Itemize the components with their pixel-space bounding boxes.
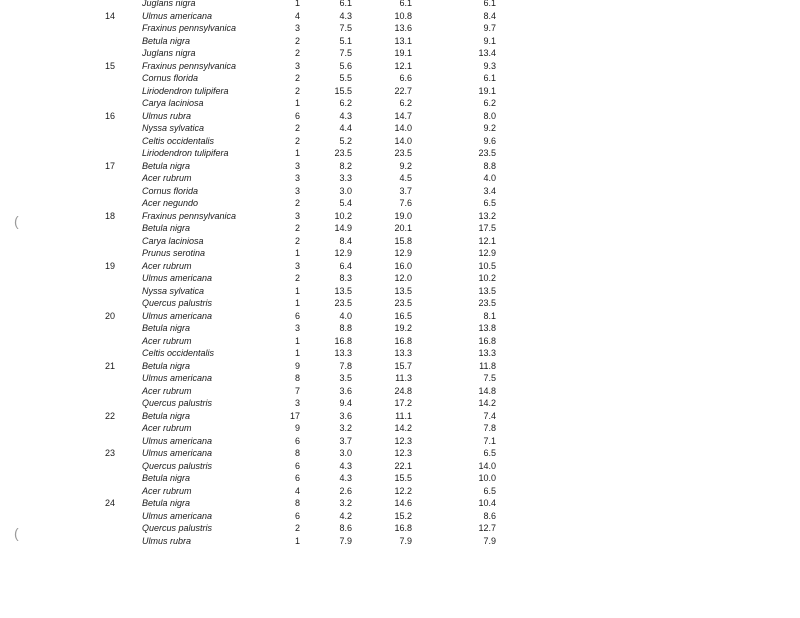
table-row bbox=[0, 210, 800, 223]
species-name: Betula nigra bbox=[142, 323, 191, 333]
dbh-min: 4.4 bbox=[339, 123, 352, 133]
scan-artifact-upper: ( bbox=[14, 213, 19, 229]
dbh-mean: 8.1 bbox=[483, 310, 496, 321]
dbh-min: 3.6 bbox=[339, 385, 352, 396]
dbh-max: 12.9 bbox=[394, 248, 412, 258]
dbh-max: 23.5 bbox=[394, 298, 412, 308]
dbh-max: 23.5 bbox=[394, 148, 412, 158]
species-name: Ulmus americana bbox=[142, 510, 213, 521]
species-name: Prunus serotina bbox=[142, 248, 206, 258]
dbh-min: 4.3 bbox=[339, 473, 352, 483]
dbh-mean: 6.5 bbox=[483, 198, 496, 208]
dbh-max: 19.0 bbox=[394, 210, 412, 221]
dbh-mean: 7.1 bbox=[483, 435, 496, 446]
tree-count: 9 bbox=[294, 423, 300, 433]
table-row bbox=[0, 347, 800, 360]
species-name: Betula nigra bbox=[142, 223, 191, 233]
dbh-min: 3.6 bbox=[339, 410, 352, 421]
dbh-max: 9.2 bbox=[399, 160, 412, 171]
tree-count: 7 bbox=[294, 385, 300, 396]
table-row bbox=[0, 360, 800, 373]
dbh-min: 23.5 bbox=[334, 148, 352, 158]
dbh-mean: 12.1 bbox=[478, 235, 496, 246]
tree-count: 9 bbox=[294, 360, 300, 371]
plot-number: 24 bbox=[104, 498, 115, 508]
dbh-min: 12.9 bbox=[334, 248, 352, 258]
dbh-max: 16.5 bbox=[394, 310, 412, 321]
dbh-max: 14.0 bbox=[394, 135, 412, 146]
plot-number: 18 bbox=[104, 210, 115, 221]
species-name: Ulmus rubra bbox=[142, 535, 192, 546]
table-row bbox=[0, 535, 800, 548]
table-row bbox=[0, 60, 800, 73]
species-name: Fraxinus pennsylvanica bbox=[142, 60, 237, 71]
species-name: Fraxinus pennsylvanica bbox=[142, 210, 237, 221]
species-name: Acer rubrum bbox=[142, 173, 192, 183]
dbh-min: 4.2 bbox=[339, 510, 352, 521]
table-row bbox=[0, 285, 800, 298]
species-name: Acer rubrum bbox=[142, 260, 192, 271]
dbh-mean: 9.3 bbox=[483, 60, 496, 71]
table-row bbox=[0, 397, 800, 410]
dbh-max: 12.3 bbox=[394, 448, 412, 458]
dbh-min: 23.5 bbox=[334, 298, 352, 308]
tree-count: 2 bbox=[294, 235, 300, 246]
dbh-mean: 8.0 bbox=[483, 110, 496, 121]
dbh-mean: 6.1 bbox=[483, 0, 496, 8]
dbh-max: 22.7 bbox=[394, 85, 412, 96]
dbh-max: 7.9 bbox=[399, 535, 412, 546]
table-row bbox=[0, 260, 800, 273]
dbh-max: 15.2 bbox=[394, 510, 412, 521]
species-name: Nyssa sylvatica bbox=[142, 285, 205, 296]
dbh-min: 9.4 bbox=[339, 398, 352, 408]
dbh-max: 15.7 bbox=[394, 360, 412, 371]
dbh-min: 5.6 bbox=[339, 60, 352, 71]
tree-count: 1 bbox=[294, 535, 300, 546]
dbh-min: 3.7 bbox=[339, 435, 352, 446]
dbh-min: 5.1 bbox=[339, 35, 352, 46]
tree-count: 6 bbox=[294, 435, 300, 446]
species-name: Cornus florida bbox=[142, 73, 199, 83]
tree-count: 2 bbox=[294, 198, 300, 208]
table-row bbox=[0, 247, 800, 260]
dbh-mean: 14.2 bbox=[478, 398, 496, 408]
tree-count: 8 bbox=[294, 373, 300, 383]
tree-count: 1 bbox=[294, 348, 300, 358]
dbh-mean: 14.8 bbox=[478, 385, 496, 396]
tree-count: 3 bbox=[294, 398, 300, 408]
dbh-mean: 13.4 bbox=[478, 48, 496, 58]
tree-count: 1 bbox=[294, 0, 300, 8]
tree-count: 3 bbox=[294, 260, 300, 271]
dbh-mean: 12.7 bbox=[478, 523, 496, 533]
table-row bbox=[0, 235, 800, 248]
dbh-mean: 17.5 bbox=[478, 223, 496, 233]
table-row bbox=[0, 310, 800, 323]
species-name: Ulmus americana bbox=[142, 448, 213, 458]
table-row bbox=[0, 460, 800, 473]
table-row bbox=[0, 272, 800, 285]
dbh-mean: 16.8 bbox=[478, 335, 496, 346]
table-row bbox=[0, 372, 800, 385]
dbh-max: 17.2 bbox=[394, 398, 412, 408]
dbh-mean: 9.7 bbox=[483, 23, 496, 33]
table-row bbox=[0, 110, 800, 123]
species-name: Carya laciniosa bbox=[142, 235, 204, 246]
table-row bbox=[0, 522, 800, 535]
table-row bbox=[0, 135, 800, 148]
plot-number: 14 bbox=[104, 10, 115, 21]
dbh-max: 15.8 bbox=[394, 235, 412, 246]
dbh-min: 3.0 bbox=[339, 448, 352, 458]
dbh-min: 4.3 bbox=[339, 110, 352, 121]
dbh-mean: 6.2 bbox=[483, 98, 496, 108]
dbh-mean: 9.2 bbox=[483, 123, 496, 133]
dbh-min: 8.4 bbox=[339, 235, 352, 246]
tree-count: 6 bbox=[294, 473, 300, 483]
dbh-max: 22.1 bbox=[394, 460, 412, 471]
table-row bbox=[0, 297, 800, 310]
scan-artifact-lower: ( bbox=[14, 525, 19, 541]
species-name: Ulmus americana bbox=[142, 435, 213, 446]
dbh-min: 8.2 bbox=[339, 160, 352, 171]
dbh-max: 19.2 bbox=[394, 323, 412, 333]
dbh-min: 3.5 bbox=[339, 373, 352, 383]
dbh-min: 4.3 bbox=[339, 460, 352, 471]
tree-count: 1 bbox=[294, 285, 300, 296]
dbh-min: 6.1 bbox=[339, 0, 352, 8]
plot-number: 20 bbox=[104, 310, 115, 321]
tree-count: 2 bbox=[294, 123, 300, 133]
species-name: Acer rubrum bbox=[142, 335, 192, 346]
species-name: Acer rubrum bbox=[142, 423, 192, 433]
dbh-min: 5.4 bbox=[339, 198, 352, 208]
species-name: Betula nigra bbox=[142, 360, 191, 371]
dbh-mean: 7.4 bbox=[483, 410, 496, 421]
dbh-min: 7.8 bbox=[339, 360, 352, 371]
species-name: Acer negundo bbox=[142, 198, 199, 208]
dbh-max: 14.0 bbox=[394, 123, 412, 133]
plot-number: 17 bbox=[104, 160, 115, 171]
dbh-min: 16.8 bbox=[334, 335, 352, 346]
species-name: Nyssa sylvatica bbox=[142, 123, 205, 133]
dbh-min: 8.3 bbox=[339, 273, 352, 283]
table-row bbox=[0, 160, 800, 173]
plot-number: 15 bbox=[104, 60, 115, 71]
table-row bbox=[0, 222, 800, 235]
dbh-min: 6.2 bbox=[339, 98, 352, 108]
species-name: Quercus palustris bbox=[142, 298, 213, 308]
dbh-mean: 10.2 bbox=[478, 273, 496, 283]
table-row bbox=[0, 22, 800, 35]
dbh-mean: 4.0 bbox=[483, 173, 496, 183]
dbh-mean: 9.1 bbox=[483, 35, 496, 46]
dbh-mean: 10.4 bbox=[478, 498, 496, 508]
table-row bbox=[0, 472, 800, 485]
species-name: Acer rubrum bbox=[142, 485, 192, 496]
dbh-max: 6.2 bbox=[399, 98, 412, 108]
dbh-min: 2.6 bbox=[339, 485, 352, 496]
dbh-mean: 8.6 bbox=[483, 510, 496, 521]
dbh-max: 13.6 bbox=[394, 23, 412, 33]
tree-count: 1 bbox=[294, 248, 300, 258]
dbh-mean: 7.9 bbox=[483, 535, 496, 546]
dbh-min: 3.3 bbox=[339, 173, 352, 183]
dbh-max: 20.1 bbox=[394, 223, 412, 233]
table-row bbox=[0, 497, 800, 510]
dbh-max: 13.3 bbox=[394, 348, 412, 358]
dbh-min: 7.5 bbox=[339, 23, 352, 33]
species-name: Betula nigra bbox=[142, 498, 191, 508]
dbh-mean: 10.5 bbox=[478, 260, 496, 271]
species-name: Acer rubrum bbox=[142, 385, 192, 396]
dbh-min: 6.4 bbox=[339, 260, 352, 271]
tree-count: 3 bbox=[294, 185, 300, 196]
plot-number: 22 bbox=[104, 410, 115, 421]
dbh-max: 10.8 bbox=[394, 10, 412, 21]
dbh-max: 15.5 bbox=[394, 473, 412, 483]
table-row bbox=[0, 197, 800, 210]
tree-count: 2 bbox=[294, 73, 300, 83]
dbh-max: 14.7 bbox=[394, 110, 412, 121]
table-row bbox=[0, 185, 800, 198]
tree-count: 4 bbox=[294, 10, 300, 21]
tree-count: 6 bbox=[294, 110, 300, 121]
dbh-min: 15.5 bbox=[334, 85, 352, 96]
dbh-min: 3.0 bbox=[339, 185, 352, 196]
tree-count: 1 bbox=[294, 98, 300, 108]
dbh-mean: 6.1 bbox=[483, 73, 496, 83]
tree-count: 3 bbox=[294, 23, 300, 33]
dbh-max: 19.1 bbox=[394, 48, 412, 58]
tree-count: 6 bbox=[294, 510, 300, 521]
dbh-max: 16.0 bbox=[394, 260, 412, 271]
tree-count: 3 bbox=[294, 173, 300, 183]
species-name: Betula nigra bbox=[142, 35, 191, 46]
species-name: Celtis occidentalis bbox=[142, 348, 215, 358]
dbh-max: 3.7 bbox=[399, 185, 412, 196]
dbh-max: 14.2 bbox=[394, 423, 412, 433]
table-row bbox=[0, 510, 800, 523]
tree-count: 17 bbox=[289, 410, 300, 421]
plot-number: 19 bbox=[104, 260, 115, 271]
dbh-mean: 6.5 bbox=[483, 448, 496, 458]
table-row bbox=[0, 172, 800, 185]
tree-count: 2 bbox=[294, 48, 300, 58]
dbh-max: 16.8 bbox=[394, 523, 412, 533]
dbh-max: 6.1 bbox=[399, 0, 412, 8]
dbh-mean: 23.5 bbox=[478, 298, 496, 308]
dbh-max: 6.6 bbox=[399, 73, 412, 83]
species-name: Ulmus americana bbox=[142, 10, 213, 21]
tree-count: 3 bbox=[294, 60, 300, 71]
dbh-max: 12.1 bbox=[394, 60, 412, 71]
species-name: Quercus palustris bbox=[142, 523, 213, 533]
dbh-mean: 14.0 bbox=[478, 460, 496, 471]
table-row bbox=[0, 72, 800, 85]
dbh-mean: 3.4 bbox=[483, 185, 496, 196]
dbh-min: 3.2 bbox=[339, 423, 352, 433]
table-row bbox=[0, 85, 800, 98]
dbh-max: 12.2 bbox=[394, 485, 412, 496]
dbh-min: 7.5 bbox=[339, 48, 352, 58]
tree-count: 1 bbox=[294, 335, 300, 346]
dbh-max: 4.5 bbox=[399, 173, 412, 183]
tree-count: 2 bbox=[294, 135, 300, 146]
dbh-min: 4.0 bbox=[339, 310, 352, 321]
dbh-min: 8.8 bbox=[339, 323, 352, 333]
dbh-min: 4.3 bbox=[339, 10, 352, 21]
species-name: Betula nigra bbox=[142, 473, 191, 483]
dbh-min: 14.9 bbox=[334, 223, 352, 233]
tree-count: 8 bbox=[294, 498, 300, 508]
dbh-max: 13.1 bbox=[394, 35, 412, 46]
species-name: Betula nigra bbox=[142, 160, 191, 171]
table-row bbox=[0, 385, 800, 398]
dbh-mean: 10.0 bbox=[478, 473, 496, 483]
dbh-min: 7.9 bbox=[339, 535, 352, 546]
dbh-max: 11.1 bbox=[395, 410, 412, 421]
table-row bbox=[0, 122, 800, 135]
species-name: Ulmus americana bbox=[142, 273, 213, 283]
table-row bbox=[0, 335, 800, 348]
dbh-mean: 11.8 bbox=[479, 360, 496, 371]
table-row bbox=[0, 10, 800, 23]
dbh-mean: 13.3 bbox=[478, 348, 496, 358]
tree-count: 4 bbox=[294, 485, 300, 496]
dbh-mean: 7.8 bbox=[483, 423, 496, 433]
table-row bbox=[0, 47, 800, 60]
dbh-mean: 19.1 bbox=[478, 85, 496, 96]
dbh-max: 16.8 bbox=[394, 335, 412, 346]
tree-count: 1 bbox=[294, 298, 300, 308]
species-name: Quercus palustris bbox=[142, 460, 213, 471]
dbh-mean: 8.8 bbox=[483, 160, 496, 171]
plot-number: 21 bbox=[104, 360, 115, 371]
tree-count: 3 bbox=[294, 323, 300, 333]
dbh-max: 14.6 bbox=[394, 498, 412, 508]
dbh-mean: 23.5 bbox=[478, 148, 496, 158]
dbh-max: 12.0 bbox=[394, 273, 412, 283]
dbh-min: 8.6 bbox=[339, 523, 352, 533]
species-name: Quercus palustris bbox=[142, 398, 213, 408]
dbh-mean: 7.5 bbox=[483, 373, 496, 383]
species-name: Celtis occidentalis bbox=[142, 135, 215, 146]
dbh-mean: 12.9 bbox=[478, 248, 496, 258]
table-row bbox=[0, 0, 800, 10]
dbh-mean: 8.4 bbox=[483, 10, 496, 21]
table-row bbox=[0, 97, 800, 110]
dbh-mean: 13.5 bbox=[478, 285, 496, 296]
table-row bbox=[0, 435, 800, 448]
tree-count: 3 bbox=[294, 210, 300, 221]
tree-count: 6 bbox=[294, 310, 300, 321]
dbh-mean: 9.6 bbox=[483, 135, 496, 146]
species-name: Liriodendron tulipifera bbox=[142, 148, 229, 158]
species-name: Cornus florida bbox=[142, 185, 199, 196]
species-name: Ulmus rubra bbox=[142, 110, 192, 121]
species-name: Liriodendron tulipifera bbox=[142, 85, 229, 96]
dbh-max: 13.5 bbox=[394, 285, 412, 296]
table-row bbox=[0, 322, 800, 335]
species-name: Juglans nigra bbox=[142, 0, 196, 8]
dbh-min: 13.3 bbox=[334, 348, 352, 358]
plot-number: 16 bbox=[104, 110, 115, 121]
dbh-min: 5.2 bbox=[339, 135, 352, 146]
species-name: Ulmus americana bbox=[142, 310, 213, 321]
species-name: Juglans nigra bbox=[142, 48, 196, 58]
dbh-max: 12.3 bbox=[394, 435, 412, 446]
dbh-min: 5.5 bbox=[339, 73, 352, 83]
plot-number: 23 bbox=[104, 448, 115, 458]
tree-count: 2 bbox=[294, 273, 300, 283]
tree-count: 2 bbox=[294, 523, 300, 533]
species-name: Betula nigra bbox=[142, 410, 191, 421]
dbh-mean: 13.8 bbox=[478, 323, 496, 333]
dbh-mean: 13.2 bbox=[478, 210, 496, 221]
tree-count: 1 bbox=[294, 148, 300, 158]
tree-count: 2 bbox=[294, 35, 300, 46]
table-row bbox=[0, 147, 800, 160]
table-row bbox=[0, 410, 800, 423]
dbh-max: 24.8 bbox=[394, 385, 412, 396]
tree-count: 6 bbox=[294, 460, 300, 471]
table-row bbox=[0, 35, 800, 48]
dbh-max: 11.3 bbox=[395, 373, 412, 383]
tree-count: 3 bbox=[294, 160, 300, 171]
species-name: Fraxinus pennsylvanica bbox=[142, 23, 237, 33]
species-name: Ulmus americana bbox=[142, 373, 213, 383]
species-name: Carya laciniosa bbox=[142, 98, 204, 108]
dbh-min: 13.5 bbox=[334, 285, 352, 296]
tree-count: 8 bbox=[294, 448, 300, 458]
dbh-min: 10.2 bbox=[334, 210, 352, 221]
dbh-max: 7.6 bbox=[399, 198, 412, 208]
dbh-min: 3.2 bbox=[339, 498, 352, 508]
table-row bbox=[0, 485, 800, 498]
tree-count: 2 bbox=[294, 85, 300, 96]
table-row bbox=[0, 422, 800, 435]
dbh-mean: 6.5 bbox=[483, 485, 496, 496]
table-row bbox=[0, 447, 800, 460]
tree-count: 2 bbox=[294, 223, 300, 233]
